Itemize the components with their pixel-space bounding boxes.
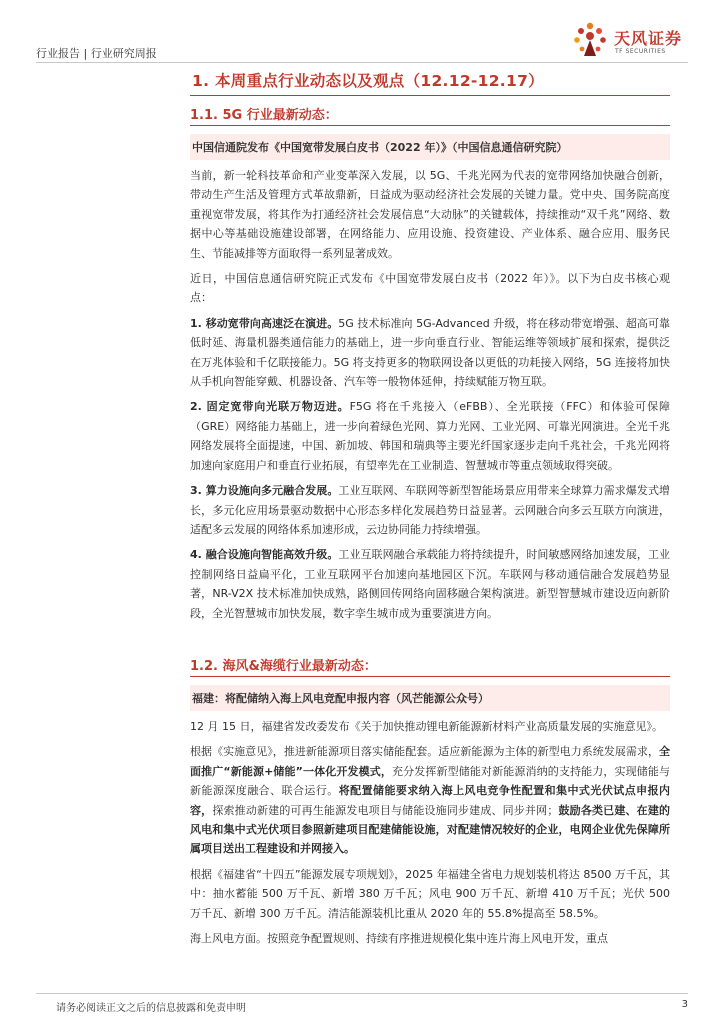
- text-run-bold: 鼓励各类已建、在建的风电和集中式光伏项目参照新建项目配建储能设施，对配建情况较好的企业，电网企业优先保障所属项目送出工程建设和并网接入。: [190, 803, 671, 856]
- point-body: F5G 将在千兆接入（eFBB）、全光联接（FFC）和体验可保障（GRE）网络能力基础上，进一步向着绿色光网、算力光网、工业光网、可靠光网演进。全光千兆网络发展将全面提速，中国、新加坡、韩国和瑞典等主要光纤国家逐步走向千兆社会，千兆光网将加速向家庭用户和垂直行业拓展，有望率先在工业制造、智慧城市等重点领域取得突破。: [190, 400, 670, 472]
- paragraph: [190, 314, 670, 392]
- section-title-rule: [190, 95, 670, 96]
- subsection-5g-rule: [190, 125, 670, 126]
- point-body: 5G 技术标准向 5G-Advanced 升级，将在移动带宽增强、超高可靠低时延、海量机器类通信能力的基础上，进一步向垂直行业、智能运维等领域扩展和探索，提供泛在万兆体验和千亿联接能力。5G 将支持更多的物联网设备以更低的功耗接入网络，5G 连接将加快从手机向智能穿戴、机器设备、汽车等一般物体延伸，持续赋能万物互联。: [190, 316, 670, 389]
- report-category: 行业报告 | 行业研究周报: [36, 47, 157, 60]
- subsection-wind-rule: [190, 676, 670, 677]
- paragraph: [190, 481, 670, 539]
- company-logo: [570, 20, 700, 60]
- footer-divider: [36, 993, 688, 994]
- paragraph: [190, 545, 670, 623]
- paragraph: [190, 397, 670, 475]
- subsection-wind-title: 1.2. 海风&海缆行业最新动态：: [190, 658, 377, 674]
- text-run-bold: 全面推广“新能源+储能”一体化开发模式，: [190, 745, 670, 778]
- logo-mark-icon: [570, 20, 610, 60]
- paragraph: 12 月 15 日，福建省发改委发布《关于加快推动锂电新能源新材料产业高质量发展的实施意见》。: [190, 719, 663, 733]
- point-title: 2. 固定宽带向光联万物迈进。: [190, 400, 350, 414]
- text-run: 充分发挥新型储能对新能源消纳的支持能力，实现储能与新能源深度融合、联合运行。: [190, 764, 670, 798]
- text-run: 探索推动新建的可再生能源发电项目与储能设施同步建成、同步并网；: [212, 803, 559, 817]
- main-content: [190, 66, 670, 948]
- section-title: 1. 本周重点行业动态以及观点（12.12-12.17）: [192, 72, 544, 90]
- header-divider: [36, 62, 688, 63]
- point-body: 工业互联网、车联网等新型智能场景应用带来全球算力需求爆发式增长，多元化应用场景驱动数据中心形态多样化发展趋势日益显著。云网融合向多云互联方向演进，适配多云发展的网络体系加速形成，云边协同能力持续增强。: [190, 484, 670, 536]
- page-header: [0, 0, 724, 64]
- paragraph: 当前，新一轮科技革命和产业变革深入发展，以 5G、千兆光网为代表的宽带网络加快融合创新，带动生产生活及管理方式革故鼎新，日益成为驱动经济社会发展的关键力量。党中央、国务院高度重视宽带发展，将其作为打通经济社会发展信息“大动脉”的关键载体，持续推动“双千兆”网络、数据中心等基础设施建设部署，在网络能力、应用设施、投资建设、产业体系、融合应用、服务民生、节能减排等方面取得一系列显著成效。: [190, 169, 670, 260]
- text-run: 根据《实施意见》，推进新能源项目落实储能配套。适应新能源为主体的新型电力系统发展需求，: [190, 745, 659, 759]
- paragraph: 海上风电方面。按照竞争配置规则、持续有序推进规模化集中连片海上风电开发，重点: [190, 932, 608, 945]
- subsection-5g-title: 1.1. 5G 行业最新动态：: [190, 108, 338, 123]
- point-title: 4. 融合设施向智能高效升级。: [190, 548, 339, 562]
- logo-name-en: TF SECURITIES: [615, 48, 666, 55]
- point-title: 3. 算力设施向多元融合发展。: [190, 484, 339, 498]
- point-title: 1. 移动宽带向高速泛在演进。: [190, 316, 339, 330]
- point-body: 工业互联网融合承载能力将持续提升，时间敏感网络加速发展，工业控制网络日益扁平化，工业互联网平台加速向基地园区下沉。车联网与移动通信融合发展趋势显著，NR-V2X 技术标准加快成熟，路侧回传网络向固移融合架构演进。新型智慧城市建设迈向新阶段，全光智慧城市加快发展，数字孪生城市成为重要演进方向。: [190, 548, 670, 620]
- news-headline-fujian: 福建：将配储纳入海上风电竞配申报内容（风芒能源公众号）: [190, 685, 670, 711]
- paragraph: 近日，中国信息通信研究院正式发布《中国宽带发展白皮书（2022 年）》。以下为白皮书核心观点：: [190, 272, 670, 305]
- paragraph: [190, 742, 670, 858]
- page-footer: [36, 993, 688, 1013]
- text-run-bold: 将配置储能要求纳入海上风电竞争性配置和集中式光伏试点申报内容，: [190, 784, 671, 817]
- paragraph: 根据《福建省“十四五”能源发展专项规划》，2025 年福建全省电力规划装机将达 8500 万千瓦，其中：抽水蓄能 500 万千瓦、新增 380 万千瓦；风电 900 万千瓦、新增 410 万千瓦；光伏 500 万千瓦、新增 300 万千瓦。清洁能源装机比重从 2020 年的 55.8%提高至 58.5%。: [190, 867, 670, 920]
- news-headline-5g: 中国信通院发布《中国宽带发展白皮书（2022 年）》（中国信息通信研究院）: [190, 134, 670, 160]
- logo-name: 天风证券: [614, 29, 683, 48]
- page-number: 3: [681, 999, 688, 1010]
- disclaimer-text: 请务必阅读正文之后的信息披露和免责申明: [56, 1003, 246, 1014]
